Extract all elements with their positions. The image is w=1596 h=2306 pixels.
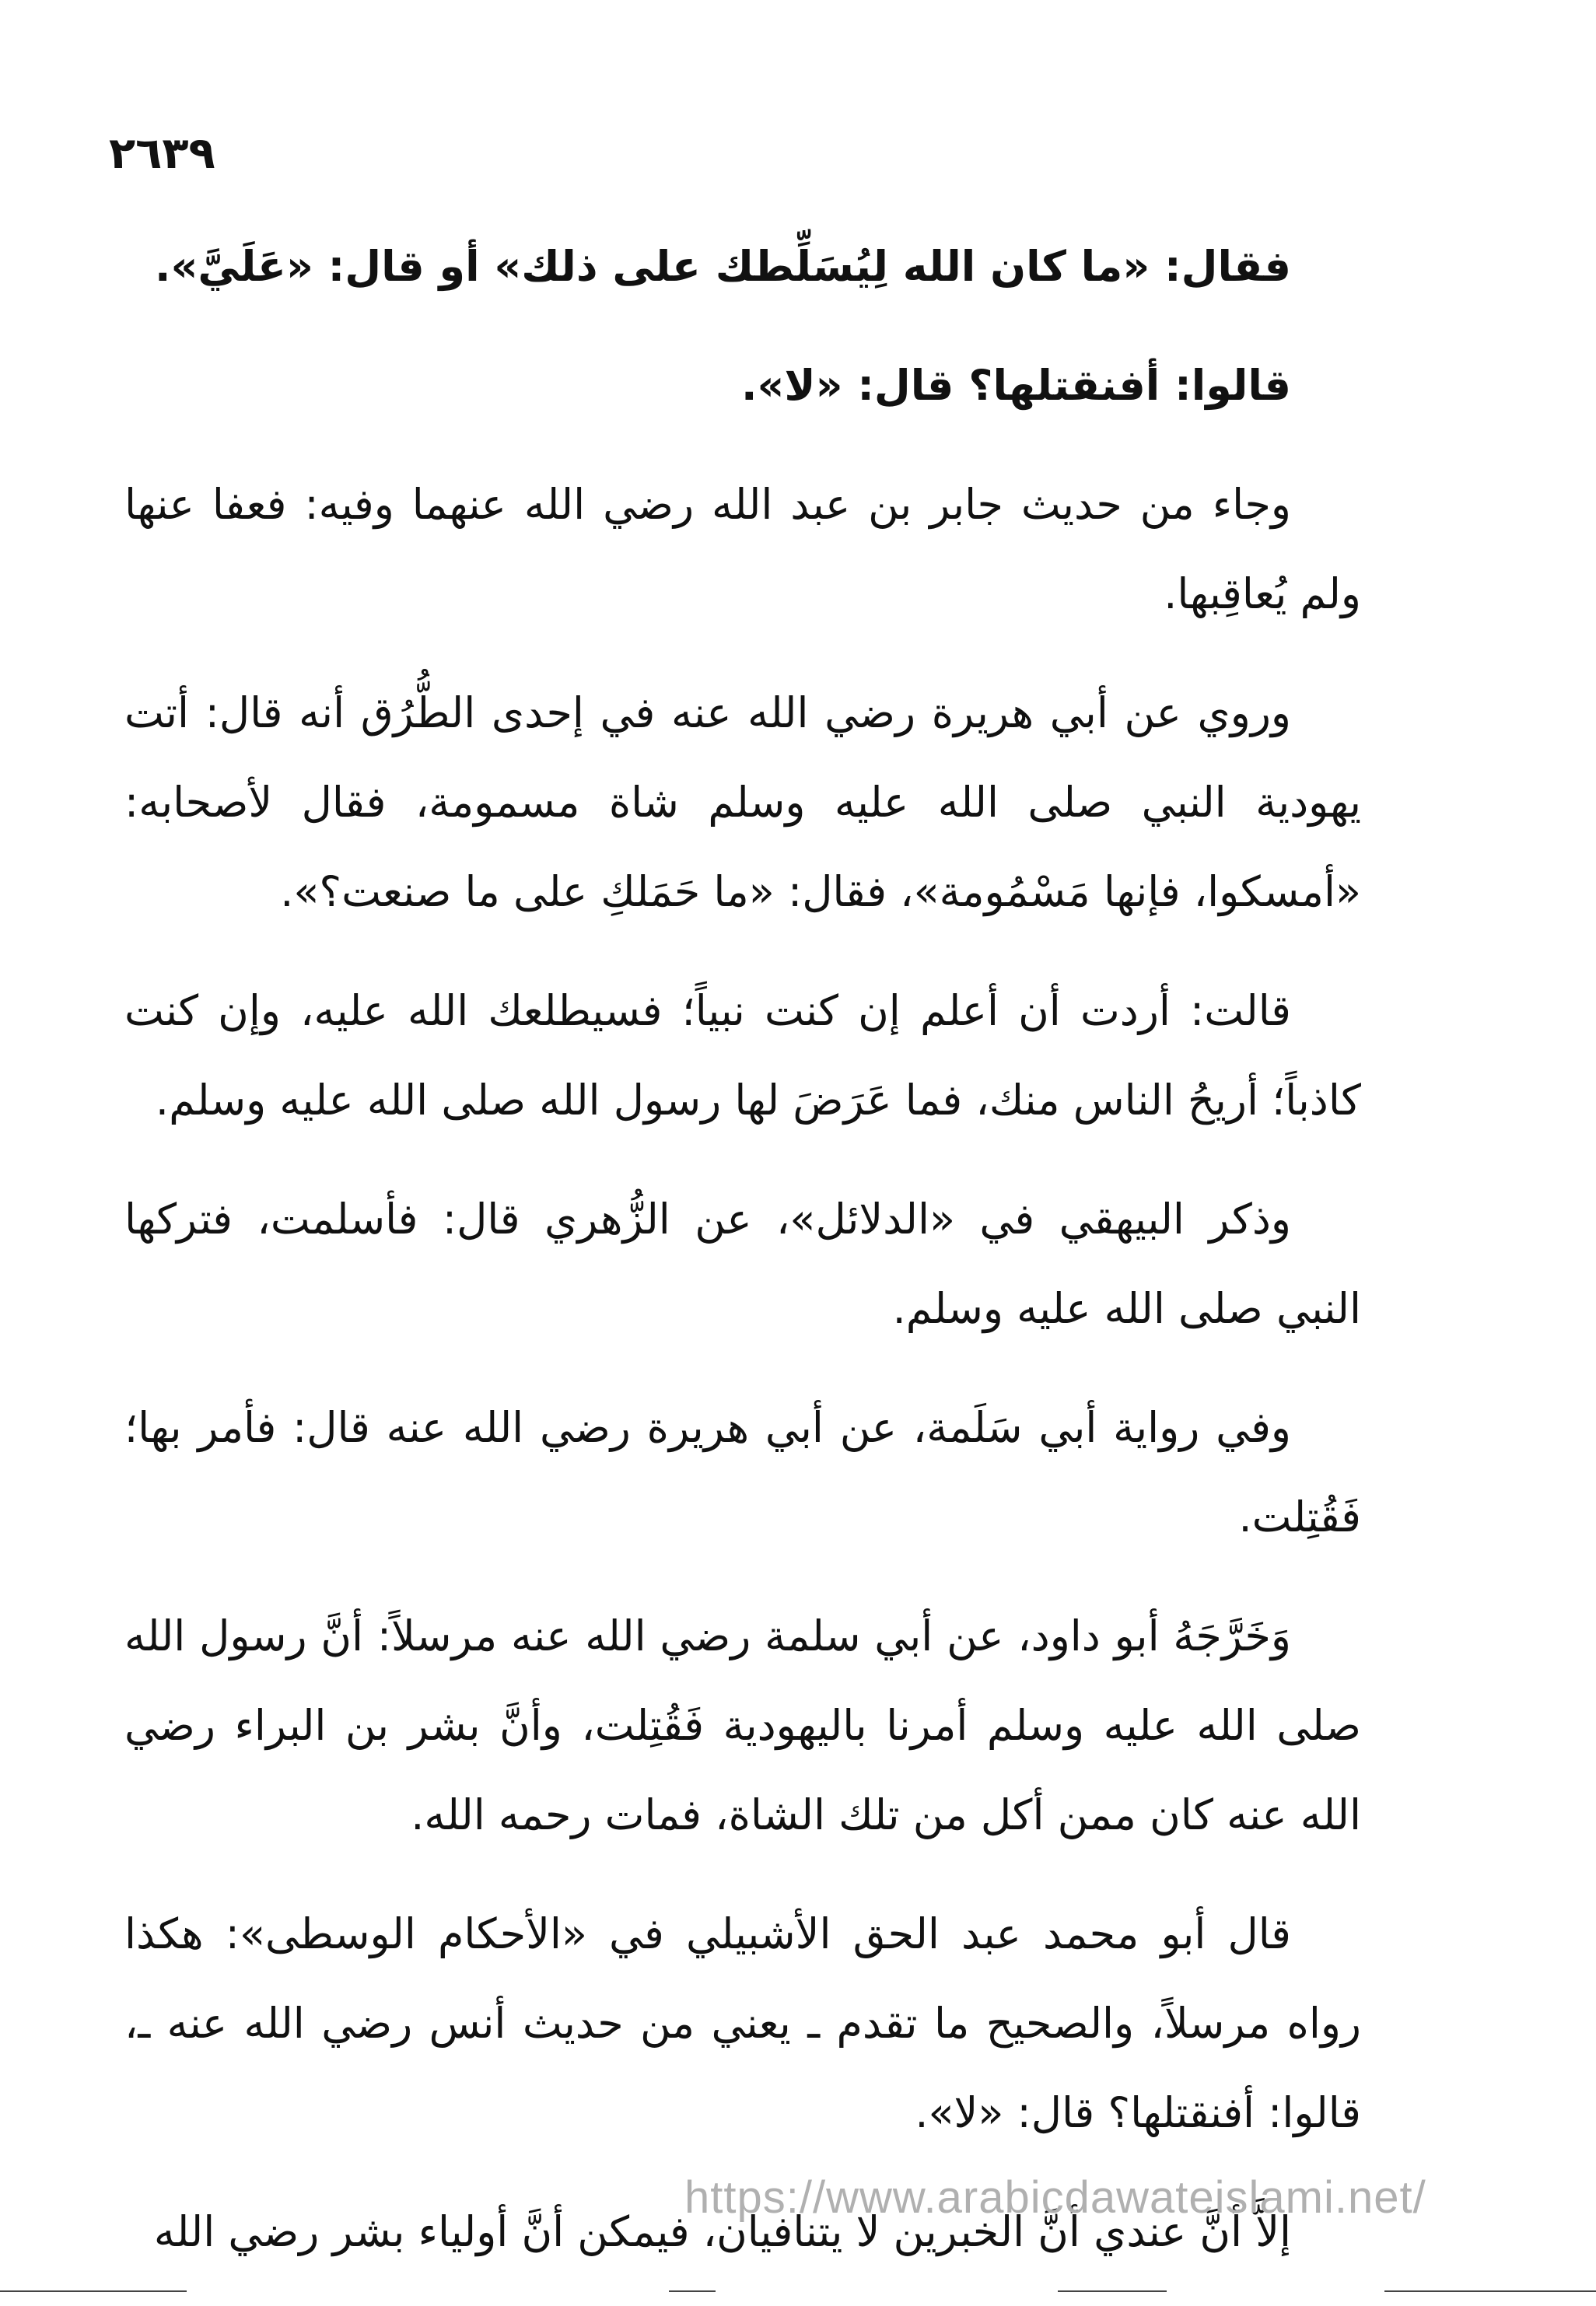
paragraph-5: قالت: أردت أن أعلم إن كنت نبياً؛ فسيطلعك الله عليه، وإن كنت كاذباً؛ أريحُ الناس منك، فما عَرَضَ لها رسول الله صلى الله عليه وسلم. <box>124 986 1361 1125</box>
page-number: ٢٦٣٩ <box>109 128 215 179</box>
paragraph-8: وَخَرَّجَهُ أبو داود، عن أبي سلمة رضي الله عنه مرسلاً: أنَّ رسول الله صلى الله عليه وسلم أمرنا باليهودية فَقُتِلت، وأنَّ بشر بن البراء رضي الله عنه كان ممن أكل من تلك الشاة، فمات رحمه الله. <box>124 1611 1361 1839</box>
watermark-url: https://www.arabicdawateislami.net/ <box>684 2172 1426 2223</box>
paragraph-4: وروي عن أبي هريرة رضي الله عنه في إحدى الطُّرُق أنه قال: أتت يهودية النبي صلى الله عليه وسلم شاة مسمومة، فقال لأصحابه: «أمسكوا، فإنها مَسْمُومة»، فقال: «ما حَمَلكِ على ما صنعت؟». <box>124 688 1361 916</box>
paragraph-6: وذكر البيهقي في «الدلائل»، عن الزُّهري قال: فأسلمت، فتركها النبي صلى الله عليه وسلم. <box>124 1195 1361 1333</box>
paragraph-10: إلاَّ أنَّ عندي أنَّ الخبرين لا يتنافيان، فيمكن أنَّ أولياء بشر رضي الله <box>153 2207 1291 2256</box>
body-text <box>124 222 1361 2306</box>
paragraph-7: وفي رواية أبي سَلَمة، عن أبي هريرة رضي الله عنه قال: فأمر بها؛ فَقُتِلت. <box>124 1403 1361 1541</box>
footer-rule <box>0 2290 187 2292</box>
footer-rule <box>669 2290 716 2292</box>
paragraph-1: فقال: «ما كان الله لِيُسَلِّطك على ذلك» أو قال: «عَلَيَّ». <box>154 242 1291 291</box>
paragraph-9: قال أبو محمد عبد الحق الأشبيلي في «الأحكام الوسطى»: هكذا رواه مرسلاً، والصحيح ما تقدم ـ يعني من حديث أنس رضي الله عنه ـ، قالوا: أفنقتلها؟ قال: «لا». <box>124 1909 1361 2137</box>
footer-rule <box>1058 2290 1167 2292</box>
paragraph-3: وجاء من حديث جابر بن عبد الله رضي الله عنهما وفيه: فعفا عنها ولم يُعاقِبها. <box>124 480 1361 618</box>
footer-rule <box>1384 2290 1596 2292</box>
paragraph-2: قالوا: أفنقتلها؟ قال: «لا». <box>741 361 1291 410</box>
